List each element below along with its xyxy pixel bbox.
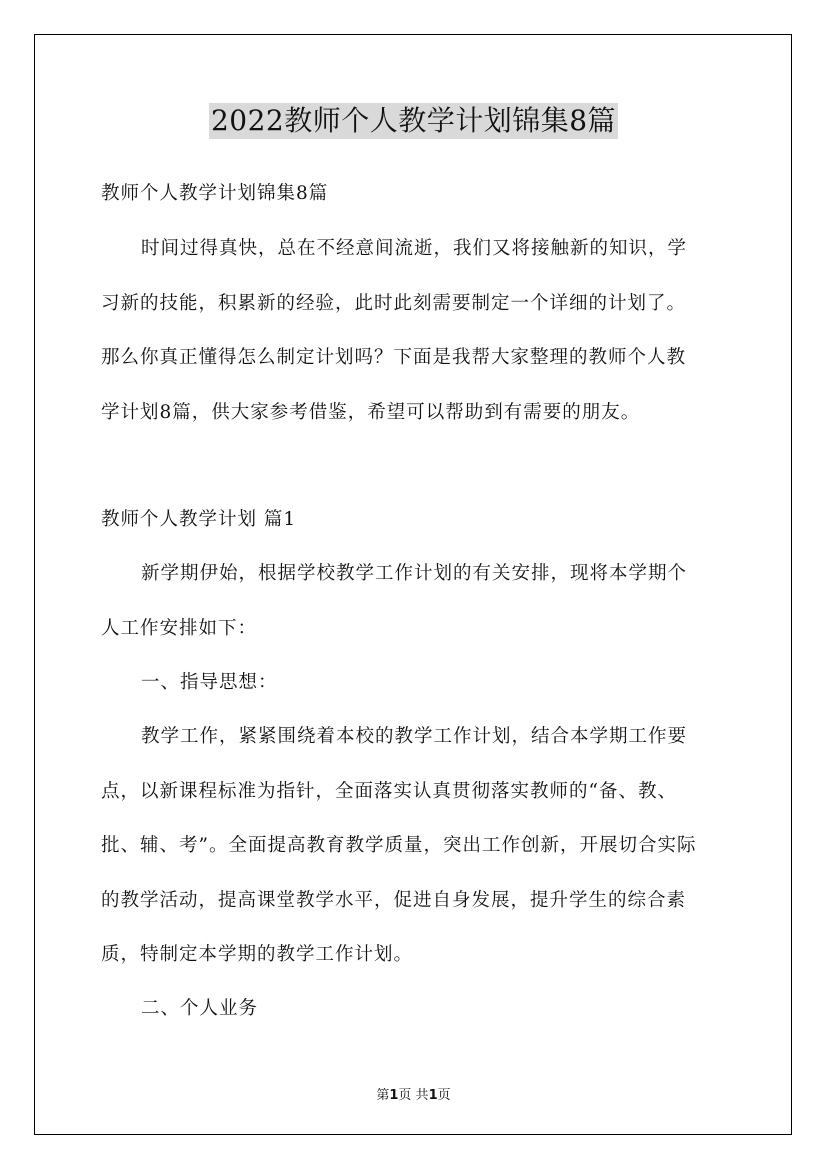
title-wrapper — [0, 103, 827, 139]
page-footer — [0, 1084, 827, 1103]
guiding-line: 点，以新课程标准为指针，全面落实认真贯彻落实教师的“备、教、 — [101, 780, 677, 802]
intro-paragraph — [101, 238, 731, 456]
personal-heading-block — [101, 998, 731, 1053]
footer-prefix: 第 — [376, 1088, 390, 1103]
section1-intro-line: 人工作安排如下： — [101, 617, 258, 639]
intro-line: 学计划8篇，供大家参考借鉴，希望可以帮助到有需要的朋友。 — [101, 401, 641, 423]
guiding-line: 批、辅、考”。全面提高教育教学质量，突出工作创新，开展切合实际 — [101, 835, 697, 856]
document-title: 2022教师个人教学计划锦集8篇 — [210, 104, 617, 137]
section1-intro-line: 新学期伊始，根据学校教学工作计划的有关安排，现将本学期个 — [141, 563, 688, 584]
guiding-line: 的教学活动，提高课堂教学水平，促进自身发展，提升学生的综合素 — [101, 889, 687, 911]
guiding-paragraph — [101, 726, 731, 999]
guiding-line: 教学工作，紧紧围绕着本校的教学工作计划，结合本学期工作要 — [141, 726, 688, 747]
footer-suffix: 页 — [437, 1088, 451, 1103]
section1-heading: 教师个人教学计划 篇1 — [101, 509, 297, 530]
section1-intro-paragraph — [101, 563, 731, 672]
guiding-line: 质，特制定本学期的教学工作计划。 — [101, 944, 414, 965]
personal-heading: 二、个人业务 — [141, 998, 259, 1019]
footer-total-pages: 1 — [428, 1088, 438, 1103]
intro-line: 时间过得真快，总在不经意间流逝，我们又将接触新的知识，学 — [141, 238, 688, 259]
footer-current-page: 1 — [389, 1088, 399, 1103]
document-subtitle: 教师个人教学计划锦集8篇 — [101, 183, 329, 204]
guiding-heading: 一、指导思想： — [141, 672, 278, 693]
intro-line: 习新的技能，积累新的经验，此时此刻需要制定一个详细的计划了。 — [101, 292, 687, 314]
intro-line: 那么你真正懂得怎么制定计划吗？下面是我帮大家整理的教师个人教 — [101, 347, 687, 368]
guiding-heading-block — [101, 672, 731, 727]
footer-mid: 页 共 — [398, 1088, 429, 1103]
